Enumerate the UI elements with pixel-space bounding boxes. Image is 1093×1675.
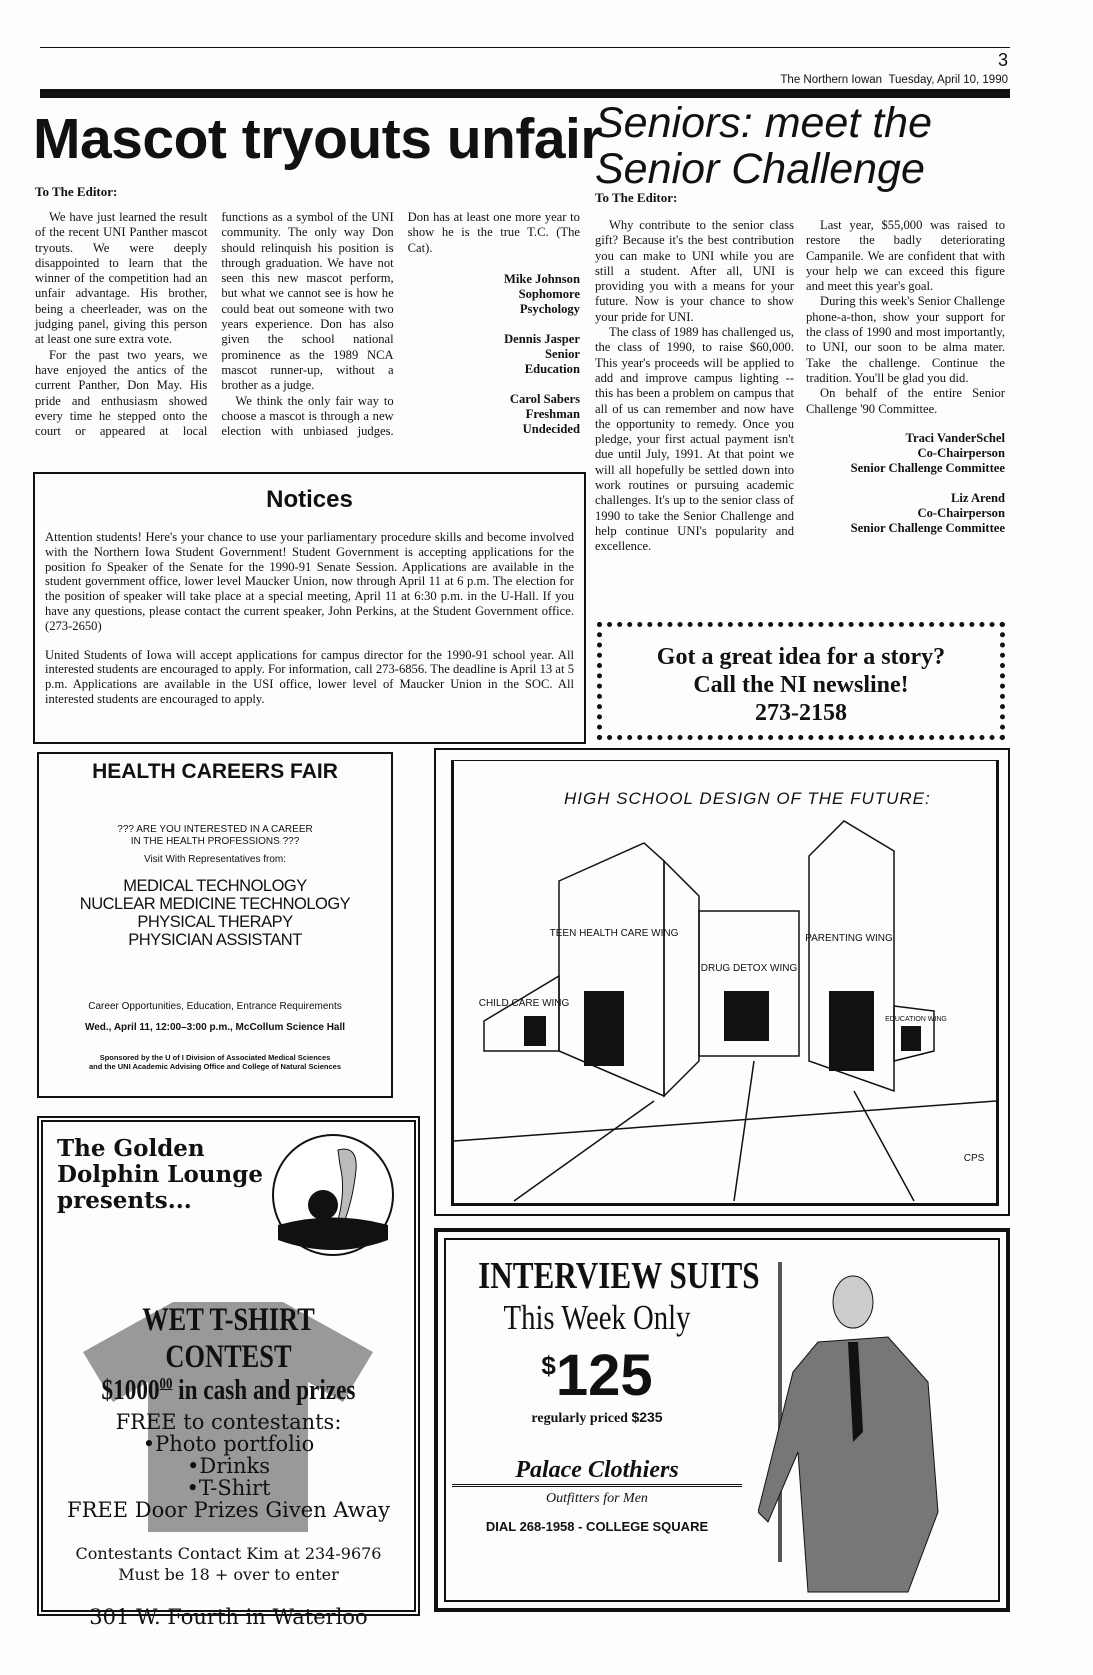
venue-address: 301 W. Fourth in Waterloo [89, 1605, 368, 1629]
event-title: WET T-SHIRT CONTEST [142, 1302, 315, 1375]
header-bar [40, 89, 1010, 98]
dolphin-lounge-ad [37, 1116, 420, 1629]
health-fair-question: ??? ARE YOU INTERESTED IN A CAREER IN THE HEALTH PROFESSIONS ??? [117, 824, 313, 847]
health-fair-sponsor: Sponsored by the U of I Division of Associated Medical Sciences and the UNI Academic Advising Office and College of Natural Sciences [88, 1053, 341, 1071]
wing-label: DRUG DETOX WING [700, 963, 798, 974]
paragraph: We think the only fair way to choose a mascot is through a new election with unbiased judges. Don has at least one more year to show he is the true T.C. (The Cat). [221, 210, 580, 439]
paragraph: Last year, $55,000 was raised to restore the badly deteriorating Campanile. We are confident that with your help we can exceed this figure and meet this year's goal. [806, 218, 1005, 294]
health-fair-title: HEALTH CAREERS FAIR [92, 760, 338, 783]
dolphin-logo [268, 1130, 398, 1260]
suits-title: INTERVIEW SUITS [478, 1255, 760, 1297]
interview-suits-ad [434, 1228, 1010, 1612]
store-phone: DIAL 268-1958 - COLLEGE SQUARE [485, 1519, 709, 1534]
mascot-signatures [408, 272, 580, 438]
wing-label: TEEN HEALTH CARE WING [549, 928, 679, 939]
cartoon-panel [451, 760, 999, 1206]
signer: Dennis Jasper Senior Education [504, 331, 580, 377]
mascot-headline: Mascot tryouts unfair [33, 107, 603, 171]
masthead-line [780, 74, 1008, 86]
paper-name: The Northern Iowan [780, 74, 883, 86]
health-fair-programs: MEDICAL TECHNOLOGY NUCLEAR MEDICINE TECHNOLOGY PHYSICAL THERAPY PHYSICIAN ASSISTANT [79, 877, 351, 949]
wing-label: CHILD CARE WING [478, 998, 570, 1009]
cartoon-credit: CPS [963, 1153, 985, 1164]
health-fair-when: Wed., April 11, 12:00–3:00 p.m., McCollum Science Hall [84, 1022, 346, 1033]
paragraph: The class of 1989 has challenged us, the class of 1990, to raise $60,000. This year's proceeds will be applied to add and improve campus lighting -- this has been a problem on campus that all of us can remember and now have the opportunity to remedy. Once you pledge, your first actual payment isn't due until July, 1991. At that point we will all hopefully be settled down into work routines or pursuing academic challenges. It's up to the senior class of 1990 to take the Senior Challenge and help continue UNI's popularity and excellence. [595, 325, 794, 554]
venue-name: The Golden Dolphin Lounge presents... [57, 1135, 263, 1214]
health-fair-topics: Career Opportunities, Education, Entrance Requirements [88, 1001, 342, 1012]
sale-price: $125 [541, 1343, 653, 1408]
wing-label: PARENTING WING [805, 933, 893, 944]
store-tagline: Outfitters for Men [546, 1491, 648, 1506]
health-fair-ad [37, 752, 393, 1098]
newsline-box: Got a great idea for a story? Call the NI newsline! 273-2158 [597, 622, 1005, 740]
suits-copy [452, 1254, 760, 1534]
contact-info: Contestants Contact Kim at 234-9676 Must be 18 + over to enter [75, 1544, 382, 1584]
cartoon-caption: HIGH SCHOOL DESIGN OF THE FUTURE: [564, 789, 931, 808]
signer: Carol Sabers Freshman Undecided [509, 391, 580, 437]
notice-item: United Students of Iowa will accept applications for campus director for the 1990-91 school year. All interested students are encouraged to apply. For information, call 273-6856. The deadline is April 13 at 5 p.m. Applications are available in the USI office, lower level of Maucker Union in the SOC. All interested students are encouraged to apply. [45, 647, 574, 706]
seniors-headline: Seniors: meet the Senior Challenge [595, 99, 933, 193]
notices-title: Notices [266, 486, 353, 513]
man-in-suit-illustration [758, 1252, 998, 1602]
page-number: 3 [997, 50, 1008, 70]
seniors-letter-body [595, 218, 1005, 608]
suits-subtitle: This Week Only [503, 1298, 691, 1337]
seniors-salutation: To The Editor: [595, 190, 678, 205]
store-logo: Palace Clothiers [452, 1457, 742, 1487]
regular-price: regularly priced $235 [531, 1409, 663, 1426]
school-building-drawing [454, 761, 996, 1203]
paragraph: For the past two years, we have enjoyed the antics of the current Panther, Don May. His pride and enthusiasm showed every time he stepped onto the court or appeared at local functions as a symbol of the UNI community. The only way Don should relinquish his position is through graduation. We have not seen this new mascot perform, but what we cannot see is how he could beat out someone with two years experience. Don has also given the school national prominence as the 1989 NCA mascot runner-up, without a brother as a judge. [35, 210, 394, 439]
wing-label: EDUCATION WING [885, 1016, 947, 1023]
paragraph: We have just learned the result of the recent UNI Panther mascot tryouts. We were deeply disappointed to learn that the winner of the competition had an unfair advantage. His brother, being a cheerleader, was on the judging panel, giving this person at least one sure extra vote. [35, 210, 208, 347]
paragraph: During this week's Senior Challenge phone-a-thon, show your support for the class of 1990 and most importantly, to UNI, our soon to be alma mater. Take the challenge. Continue the tradition. You'll be glad you did. [806, 294, 1005, 385]
signer: Liz Arend Co-Chairperson Senior Challenge Committee [850, 490, 1005, 536]
notice-item: Attention students! Here's your chance to use your parliamentary procedure skills and become involved with the Northern Iowa Student Government! Student Government is accepting applications for the position fo Speaker of the Senate for the 1990-91 Senate Session. Applications are available in the student government office, lower level Maucker Union, now through April 11 at 6 p.m. The election for the position of speaker will take place at a special meeting, April 11 at 6:30 p.m. in the U-Hall. If you have any questions, please contact the current speaker, John Perkins, at the Student Government office. (273-2650) [45, 530, 574, 633]
signer: Traci VanderSchel Co-Chairperson Senior Challenge Committee [850, 430, 1005, 476]
signer: Mike Johnson Sophomore Psychology [504, 271, 580, 317]
health-fair-visit: Visit With Representatives from: [143, 854, 287, 865]
notices-box [33, 472, 586, 744]
prize-line: $1000$^{00}$ in cash and prizes [101, 1374, 356, 1406]
free-items: FREE to contestants: •Photo portfolio •Drinks •T-Shirt FREE Door Prizes Given Away [67, 1410, 390, 1522]
paragraph: Why contribute to the senior class gift? Because it's the best contribution you can make to UNI while you are still a student. After all, UNI is providing you with a means for your future. Now is your chance to show your pride for UNI. [595, 218, 794, 324]
issue-date: Tuesday, April 10, 1990 [888, 74, 1008, 86]
cartoon-frame [434, 748, 1010, 1216]
mascot-letter-body [35, 210, 580, 440]
mascot-salutation: To The Editor: [35, 184, 118, 199]
seniors-signatures [806, 431, 1005, 537]
contest-details [43, 1302, 414, 1629]
top-rule [40, 47, 1010, 48]
newsline-phone: 273-2158 [755, 700, 847, 726]
paragraph: On behalf of the entire Senior Challenge '90 Committee. [806, 386, 1005, 416]
